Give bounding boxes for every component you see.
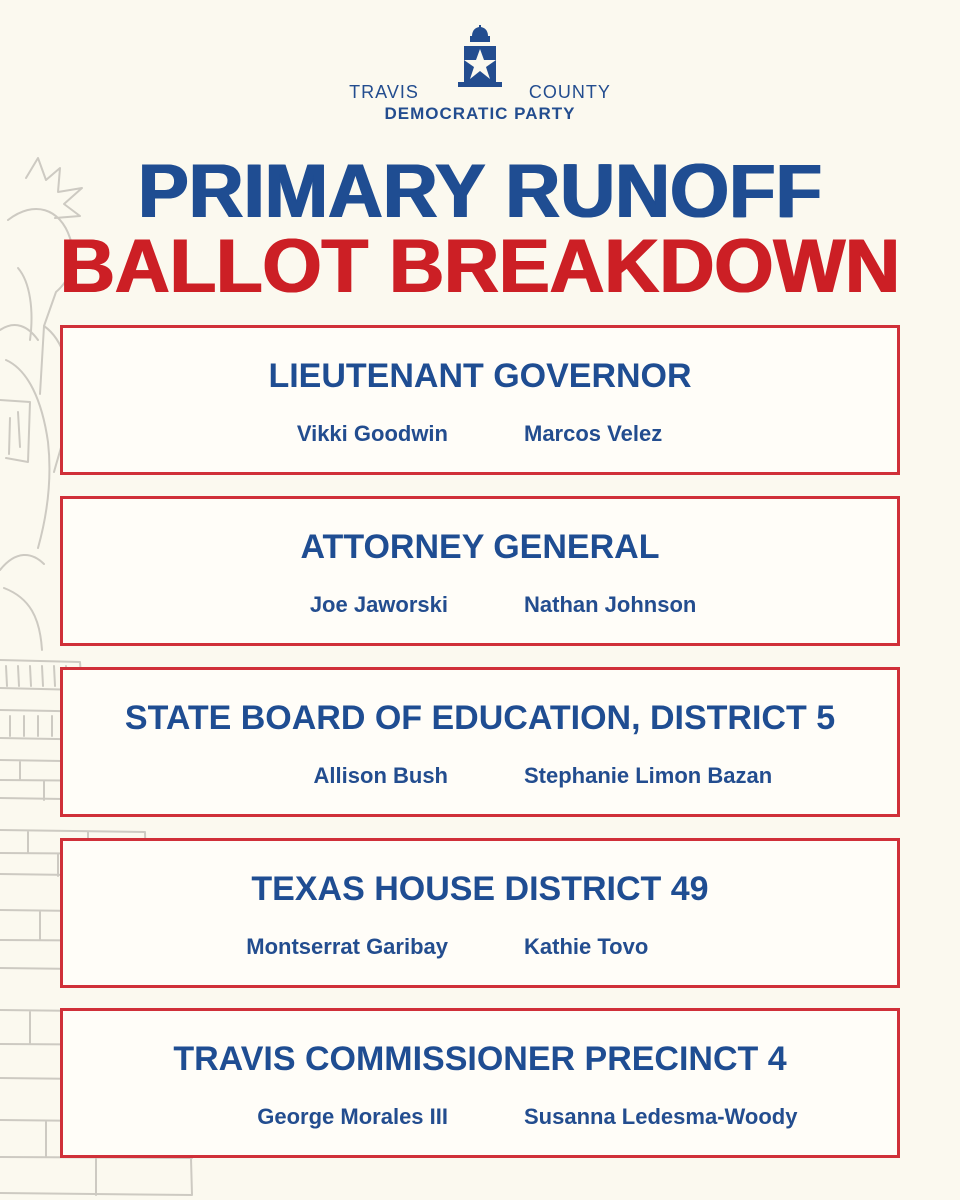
candidate-name: Nathan Johnson xyxy=(524,592,697,617)
race-title: ATTORNEY GENERAL xyxy=(300,528,660,566)
logo-line-democratic-party: DEMOCRATIC PARTY xyxy=(384,104,576,123)
candidate-name: Stephanie Limon Bazan xyxy=(524,763,773,788)
headline-ballot-breakdown: BALLOT BREAKDOWN xyxy=(59,224,901,309)
candidate-name: Allison Bush xyxy=(313,763,448,788)
candidate-name: George Morales III xyxy=(257,1104,448,1129)
race-title: LIEUTENANT GOVERNOR xyxy=(268,357,692,395)
race-card-travis-commissioner-precinct-4 xyxy=(60,1008,900,1158)
candidate-name: Marcos Velez xyxy=(524,421,663,446)
race-card-lieutenant-governor xyxy=(60,325,900,475)
race-title: STATE BOARD OF EDUCATION, DISTRICT 5 xyxy=(124,699,836,737)
candidate-name: Joe Jaworski xyxy=(309,592,448,617)
candidate-name: Vikki Goodwin xyxy=(296,421,448,446)
party-logo xyxy=(0,24,960,124)
race-card-state-board-of-education-district-5 xyxy=(60,667,900,817)
race-card-texas-house-district-49 xyxy=(60,838,900,988)
race-title: TRAVIS COMMISSIONER PRECINCT 4 xyxy=(173,1040,787,1078)
capitol-star-icon xyxy=(448,24,512,88)
headline-primary-runoff: PRIMARY RUNOFF xyxy=(138,149,822,234)
candidate-name: Montserrat Garibay xyxy=(246,934,448,959)
race-title: TEXAS HOUSE DISTRICT 49 xyxy=(251,870,709,908)
race-card-attorney-general xyxy=(60,496,900,646)
candidate-name: Kathie Tovo xyxy=(524,934,649,959)
candidate-name: Susanna Ledesma-Woody xyxy=(524,1104,798,1129)
logo-line-travis-county: TRAVIS COUNTY xyxy=(349,82,611,102)
